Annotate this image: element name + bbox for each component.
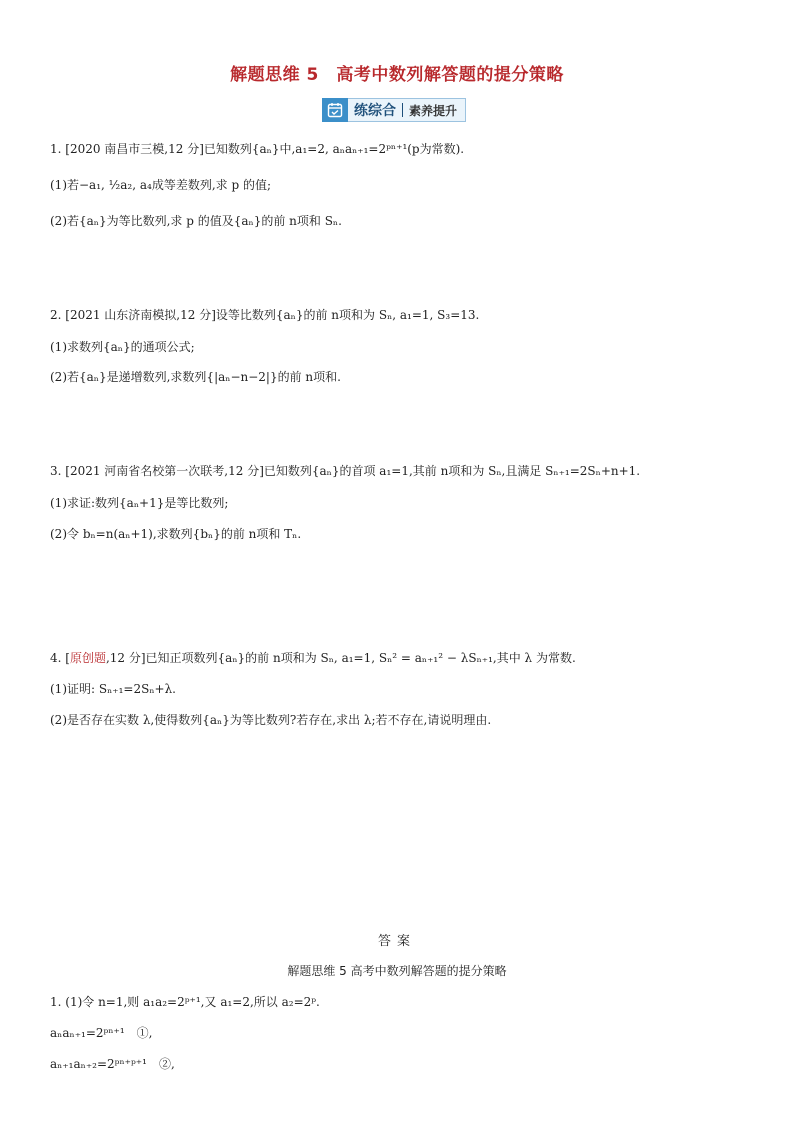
answer-subtitle: 解题思维 5 高考中数列解答题的提分策略 (287, 964, 507, 978)
question-4-part-1: (1)证明: Sₙ₊₁=2Sₙ+λ. (50, 682, 176, 696)
question-1-part-2: (2)若{aₙ}为等比数列,求 p 的值及{aₙ}的前 n项和 Sₙ. (50, 214, 342, 228)
banner-label-box (348, 98, 466, 122)
answer-heading: 答案 (377, 934, 416, 949)
answer-line-3: aₙ₊₁aₙ₊₂=2ᵖⁿ⁺ᵖ⁺¹ ②, (50, 1057, 175, 1071)
question-3-part-2: (2)令 bₙ=n(aₙ+1),求数列{bₙ}的前 n项和 Tₙ. (50, 527, 302, 541)
original-question-tag: 原创题 (69, 651, 106, 665)
question-1-part-1: (1)若−a₁, ½a₂, a₄成等差数列,求 p 的值; (50, 178, 272, 192)
question-2-part-1: (1)求数列{aₙ}的通项公式; (50, 340, 195, 354)
page-title: 解题思维 5 高考中数列解答题的提分策略 (230, 65, 564, 85)
question-2: 2. [2021 山东济南模拟,12 分]设等比数列{aₙ}的前 n项和为 Sₙ, a₁=1, S₃=13. (50, 308, 480, 322)
question-4-prefix: 4. [ (50, 651, 70, 665)
question-1: 1. [2020 南昌市三模,12 分]已知数列{aₙ}中,a₁=2, aₙaₙ₊₁=2ᵖⁿ⁺¹(p为常数). (50, 142, 465, 156)
banner-main-label: 练综合 (354, 103, 396, 119)
question-3: 3. [2021 河南省名校第一次联考,12 分]已知数列{aₙ}的首项 a₁=1,其前 n项和为 Sₙ,且满足 Sₙ₊₁=2Sₙ+n+1. (50, 464, 641, 478)
answer-line-1: 1. (1)令 n=1,则 a₁a₂=2ᵖ⁺¹,又 a₁=2,所以 a₂=2ᵖ. (50, 995, 320, 1009)
question-4-text: ,12 分]已知正项数列{aₙ}的前 n项和为 Sₙ, a₁=1, Sₙ² = aₙ₊₁² − λSₙ₊₁,其中 λ 为常数. (105, 651, 576, 665)
question-4 (50, 649, 576, 666)
question-3-part-1: (1)求证:数列{aₙ+1}是等比数列; (50, 496, 229, 510)
section-banner (322, 98, 466, 122)
banner-sub-label: 素养提升 (409, 103, 458, 118)
banner-divider (402, 103, 403, 117)
answer-line-2: aₙaₙ₊₁=2ᵖⁿ⁺¹ ①, (50, 1026, 153, 1040)
calendar-icon (322, 98, 348, 122)
question-2-part-2: (2)若{aₙ}是递增数列,求数列{|aₙ−n−2|}的前 n项和. (50, 370, 341, 384)
question-4-part-2: (2)是否存在实数 λ,使得数列{aₙ}为等比数列?若存在,求出 λ;若不存在,请说明理由. (50, 713, 492, 727)
